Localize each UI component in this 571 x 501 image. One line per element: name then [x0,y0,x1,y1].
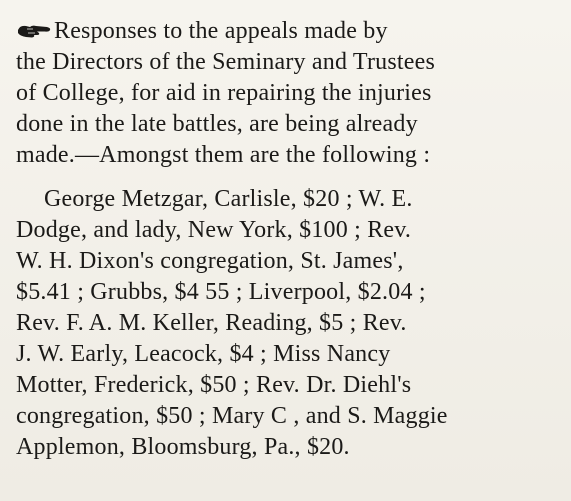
donor-line-5: Rev. F. A. M. Keller, Reading, $5 ; Rev. [16,310,407,336]
article-line-1 [16,16,556,47]
donor-line-9: Applemon, Bloomsburg, Pa., $20. [16,434,350,460]
donor-line-1: George Metzgar, Carlisle, $20 ; W. E. [44,186,413,212]
donor-line-2: Dodge, and lady, New York, $100 ; Rev. [16,217,412,243]
article-line-5: made.—Amongst them are the following : [16,142,431,168]
donor-line-6: J. W. Early, Leacock, $4 ; Miss Nancy [16,341,391,367]
article-text [16,16,556,463]
pointing-hand-icon [16,22,52,40]
donor-line-8: congregation, $50 ; Mary C , and S. Maggie [16,403,448,429]
article-line-3: of College, for aid in repairing the injuries [16,80,432,106]
donor-line-4: $5.41 ; Grubbs, $4 55 ; Liverpool, $2.04 ; [16,279,426,305]
donor-line-3: W. H. Dixon's congregation, St. James', [16,248,404,274]
article-line-2: the Directors of the Seminary and Trustees [16,49,435,75]
paragraph-gap [16,171,556,184]
article-line-4: done in the late battles, are being already [16,111,418,137]
donor-line-7: Motter, Frederick, $50 ; Rev. Dr. Diehl's [16,372,412,398]
article-line-1-text: Responses to the appeals made by [54,18,388,44]
